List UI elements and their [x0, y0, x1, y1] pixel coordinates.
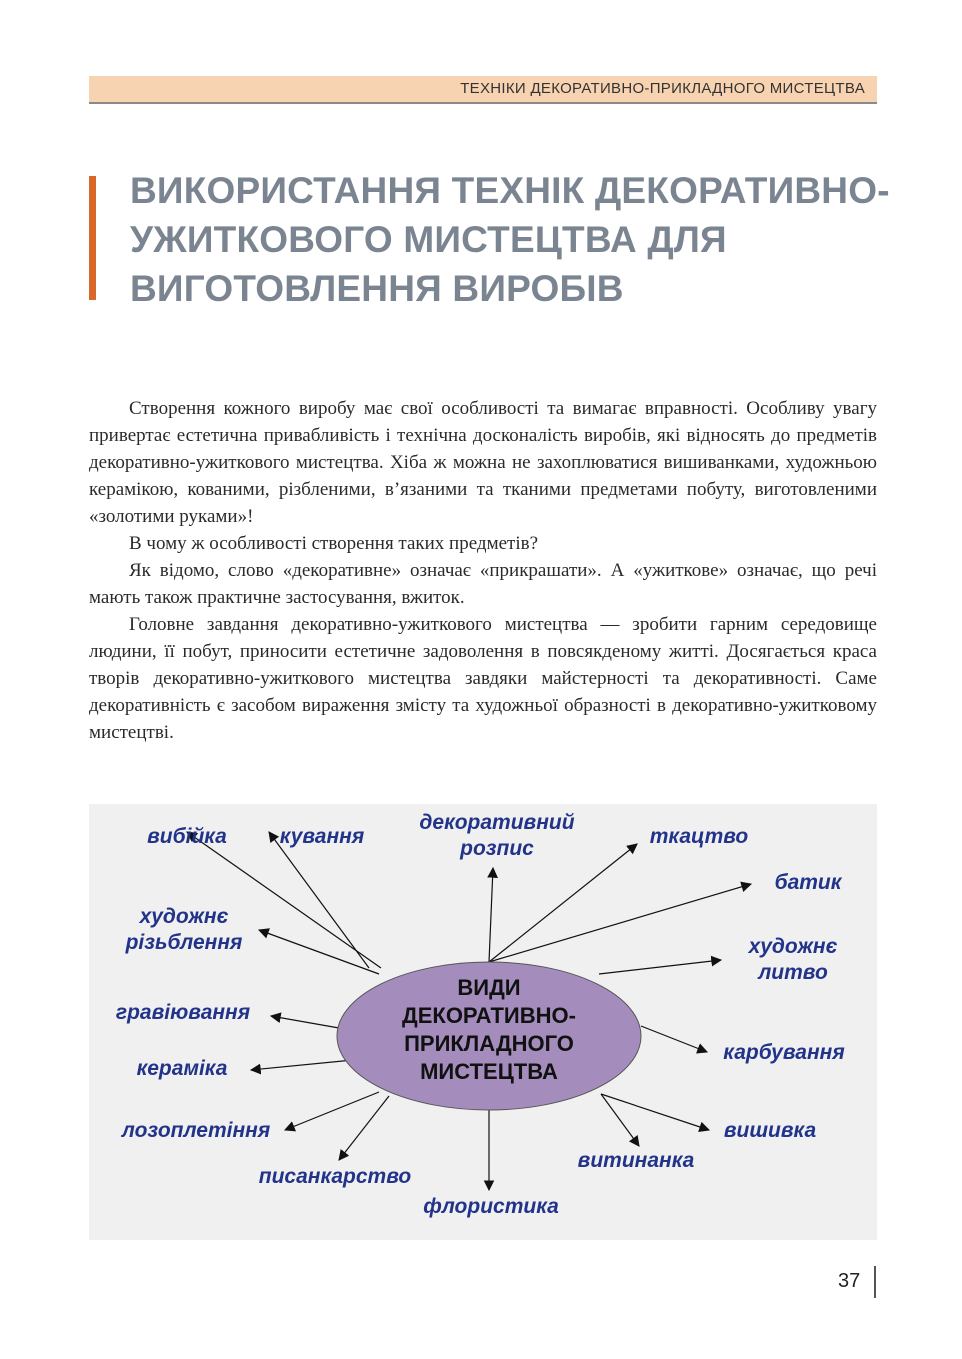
- node-vyshyvka: вишивка: [723, 1119, 817, 1142]
- arrow-rozpys: [489, 868, 493, 962]
- node-batyk: батик: [774, 871, 842, 894]
- center-line: ВИДИ: [457, 975, 521, 1000]
- arrow-vyshyvka: [601, 1094, 709, 1130]
- node-rizblennia: художнє різьблення: [125, 905, 243, 954]
- arrow-lozopletinnia: [285, 1092, 379, 1130]
- page-title: ВИКОРИСТАННЯ ТЕХНІК ДЕКОРАТИВНО-УЖИТКОВОГО МИСТЕЦТВА ДЛЯ ВИГОТОВЛЕННЯ ВИРОБІВ: [130, 170, 890, 309]
- arrow-graviuvannia: [271, 1016, 339, 1028]
- paragraph: Головне завдання декоративно-ужиткового мистецтва — зробити гарним середовище людини, її побут, приносити естетичне задоволення в повсякденому житті. Досягається краса творів декоративно-ужиткового мистецтва завдяки майстерності та декоративності. Саме декоративність є засобом вираження змісту та художньої образності в декоративно-ужитковому мистецтві.: [89, 614, 877, 743]
- node-rozpys: декоративний розпис: [419, 811, 575, 860]
- arrow-vytynanka: [601, 1094, 639, 1146]
- center-line: МИСТЕЦТВА: [420, 1059, 558, 1084]
- center-line: ДЕКОРАТИВНО-: [402, 1003, 576, 1028]
- arrow-rizblennia: [259, 930, 379, 974]
- body-text: [89, 395, 877, 746]
- node-tkatstvo: ткацтво: [649, 825, 749, 848]
- node-vytynanka: витинанка: [577, 1149, 695, 1172]
- node-lytvo: художнє литво: [748, 935, 838, 984]
- arrow-lytvo: [599, 960, 721, 974]
- node-florystyka: флористика: [423, 1195, 559, 1218]
- node-keramika: кераміка: [136, 1057, 228, 1080]
- center-line: ПРИКЛАДНОГО: [404, 1031, 574, 1056]
- paragraph: Створення кожного виробу має свої особливості та вимагає вправності. Особливу увагу привертає естетична привабливість і технічна досконалість виробів, які відносять до предметів декоративно-ужиткового мистецтва. Хіба ж можна не захоплюватися вишиванками, художньою керамікою, кованими, різбленими, в’язаними та тканими предметами побуту, виготовленими «золотими руками»!: [89, 398, 877, 527]
- node-lozopletinnia: лозоплетіння: [121, 1119, 271, 1142]
- node-pysankarstvo: писанкарство: [258, 1165, 412, 1188]
- node-kuvannia: кування: [279, 825, 365, 848]
- techniques-diagram: [89, 804, 877, 1240]
- center-label: [339, 974, 639, 1086]
- page-number-rule: [874, 1266, 876, 1298]
- page-number: 37: [838, 1270, 861, 1292]
- paragraph: В чому ж особливості створення таких предметів?: [129, 533, 539, 554]
- paragraph: Як відомо, слово «декоративне» означає «прикрашати». А «ужиткове» означає, що речі мають також практичне застосування, вжиток.: [89, 560, 877, 608]
- node-graviuvannia: гравіювання: [115, 1001, 251, 1024]
- arrow-keramika: [251, 1060, 353, 1070]
- node-karbuvannia: карбування: [723, 1041, 845, 1064]
- arrow-karbuvannia: [641, 1026, 707, 1052]
- node-vybiika: вибійка: [147, 825, 227, 848]
- title-accent-bar: [89, 176, 96, 300]
- running-title: ТЕХНІКИ ДЕКОРАТИВНО-ПРИКЛАДНОГО МИСТЕЦТВА: [460, 80, 865, 97]
- running-header: [89, 76, 877, 104]
- arrow-batyk: [489, 884, 751, 962]
